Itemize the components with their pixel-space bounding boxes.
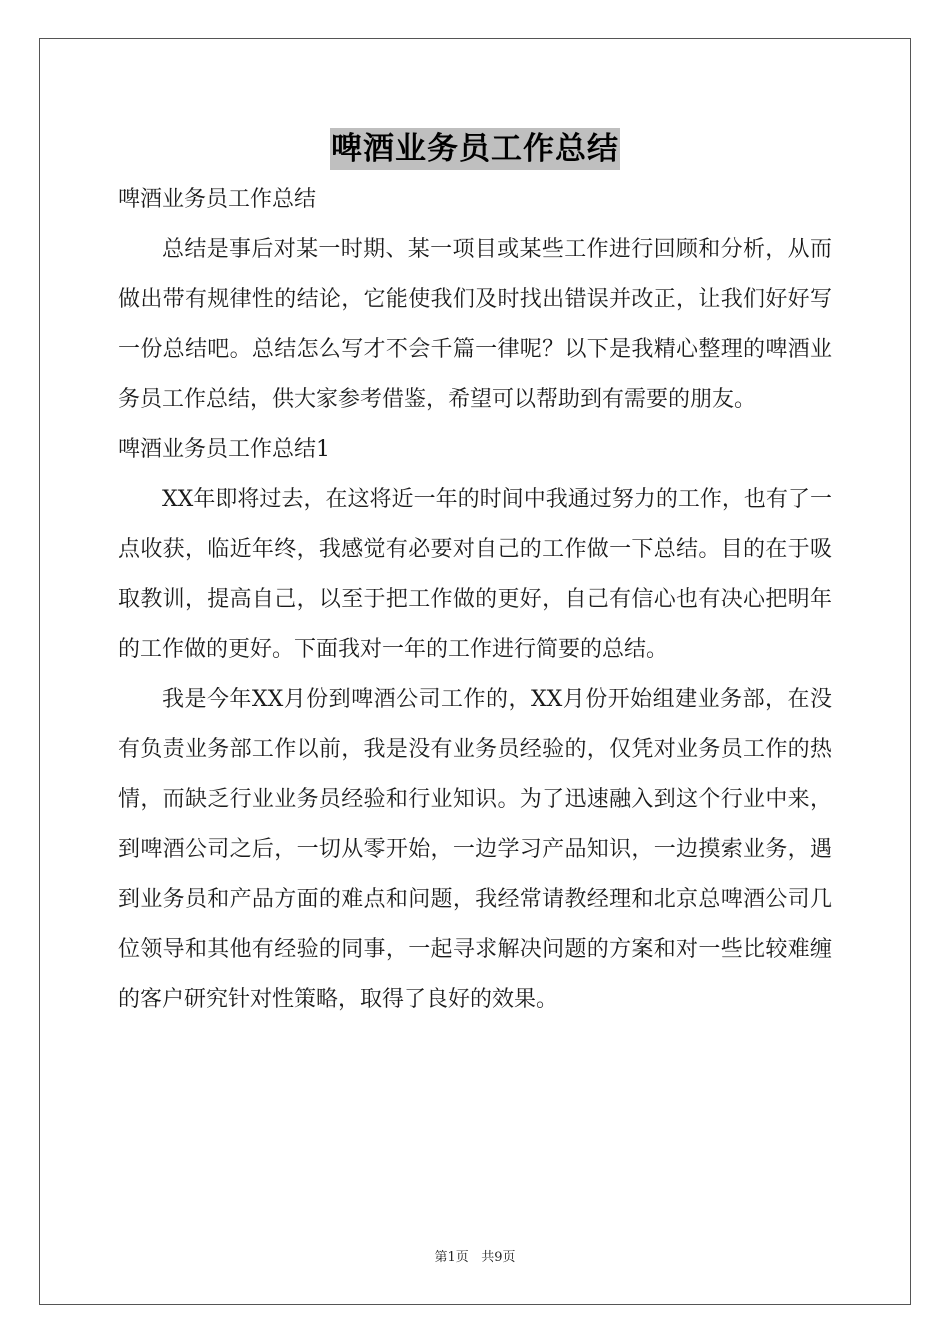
title-container [0,128,950,170]
page-total: 共9页 [481,1250,516,1265]
page-footer [0,1246,950,1265]
intro-paragraph: 总结是事后对某一时期、某一项目或某些工作进行回顾和分析，从而做出带有规律性的结论，它能使我们及时找出错误并改正，让我们好好写一份总结吧。总结怎么写才不会千篇一律呢？以下是我精心整理的啤酒业务员工作总结，供大家参考借鉴，希望可以帮助到有需要的朋友。 [118,237,832,412]
subtitle-line: 啤酒业务员工作总结 [118,187,317,212]
document-body [118,175,832,1025]
page-number: 第1页 [434,1250,469,1265]
footer-spacer [469,1250,481,1265]
section-heading: 啤酒业务员工作总结1 [118,437,330,462]
document-title: 啤酒业务员工作总结 [330,128,620,170]
body-paragraph: 我是今年XX月份到啤酒公司工作的，XX月份开始组建业务部，在没有负责业务部工作以前，我是没有业务员经验的，仅凭对业务员工作的热情，而缺乏行业业务员经验和行业知识。为了迅速融入到这个行业中来，到啤酒公司之后，一切从零开始，一边学习产品知识，一边摸索业务，遇到业务员和产品方面的难点和问题，我经常请教经理和北京总啤酒公司几位领导和其他有经验的同事，一起寻求解决问题的方案和对一些比较难缠的客户研究针对性策略，取得了良好的效果。 [118,687,832,1012]
body-paragraph: XX年即将过去，在这将近一年的时间中我通过努力的工作，也有了一点收获，临近年终，我感觉有必要对自己的工作做一下总结。目的在于吸取教训，提高自己，以至于把工作做的更好，自己有信心也有决心把明年的工作做的更好。下面我对一年的工作进行简要的总结。 [118,487,832,662]
